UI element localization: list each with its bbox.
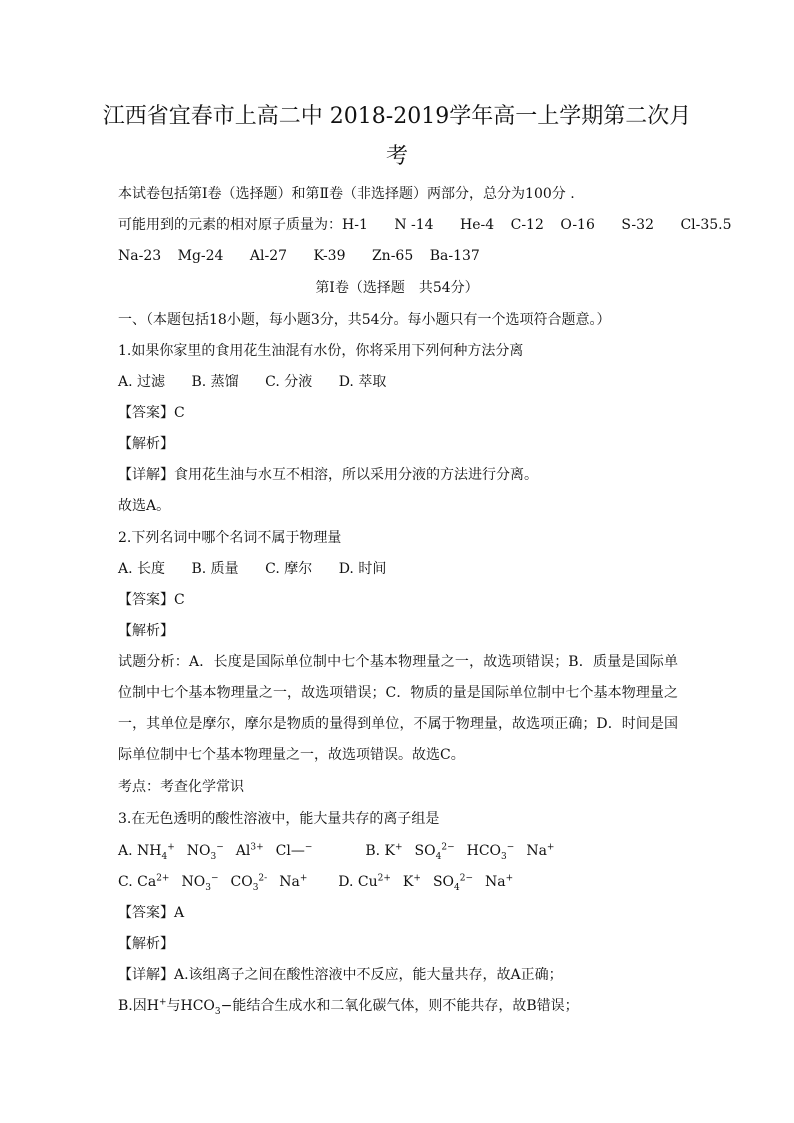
- atomic-mass-line-2: [118, 246, 480, 266]
- question-1-answer: 【答案】C: [118, 405, 185, 421]
- atomic-mass-item: K-39: [313, 248, 346, 264]
- atomic-mass-item: N -14: [394, 217, 434, 233]
- atomic-mass-item: S-32: [621, 217, 654, 233]
- document-title-line-1: 江西省宜春市上高二中 2018-2019学年高一上学期第二次月: [102, 104, 692, 129]
- atomic-mass-item: He-4: [460, 217, 495, 233]
- option-b: B. 蒸馏: [191, 374, 239, 390]
- question-3-detail-b: B.因H+与$HCO_3-$能结合生成水和二氧化碳气体，则不能共存，故B错误；: [118, 997, 579, 1017]
- question-3-options-cd: [118, 872, 513, 892]
- question-3-answer: 【答案】A: [118, 905, 185, 921]
- question-1-conclusion: 故选A。: [118, 498, 171, 514]
- atomic-mass-item: Zn-65: [371, 248, 414, 264]
- question-3-analysis-label: 【解析】: [118, 936, 174, 952]
- question-1-stem: 1.如果你家里的食用花生油混有水份，你将采用下列何种方法分离: [118, 343, 524, 359]
- question-1-detail: 【详解】食用花生油与水互不相溶，所以采用分液的方法进行分离。: [118, 467, 538, 483]
- question-3-stem: 3.在无色透明的酸性溶液中，能大量共存的离子组是: [118, 811, 440, 827]
- question-2-kaodian: 考点：考查化学常识: [118, 779, 244, 795]
- atomic-mass-item: Cl-35.5: [680, 217, 732, 233]
- option-c: C. $Ca^{2+}$ $NO_3^-$ $CO_3^{2-}$ Na+: [118, 873, 308, 893]
- option-c: C. 摩尔: [265, 561, 313, 577]
- atomic-mass-item: Al-27: [249, 248, 288, 264]
- atomic-mass-item: O-16: [560, 217, 595, 233]
- question-2-options: [118, 559, 386, 579]
- option-d: D. $Cu^{2+}$ K+ $SO_4^{2-}$ Na+: [338, 873, 514, 893]
- question-2-answer: 【答案】C: [118, 592, 185, 608]
- option-b: B. 质量: [191, 561, 239, 577]
- atomic-mass-item: 可能用到的元素的相对原子质量为：H-1: [118, 217, 368, 233]
- question-3-detail-a: 【详解】A.该组离子之间在酸性溶液中不反应，能大量共存，故A正确；: [118, 967, 563, 983]
- option-a: A. 长度: [118, 561, 166, 577]
- question-3-options-ab: [118, 841, 554, 861]
- document-title-line-2: 考: [385, 144, 408, 169]
- atomic-mass-item: Na-23: [118, 248, 162, 264]
- option-d: D. 萃取: [338, 374, 387, 390]
- section-instruction: 一、（本题包括18小题，每小题3分，共54分。每小题只有一个选项符合题意。）: [118, 312, 611, 328]
- option-b: B. K+ $SO_4^{2-}$ $HCO_3^-$ Na+: [365, 842, 555, 862]
- section-title: 第Ⅰ卷（选择题 共54分）: [315, 280, 479, 296]
- atomic-mass-item: C-12: [510, 217, 544, 233]
- question-1-options: [118, 372, 386, 392]
- question-2-analysis-label: 【解析】: [118, 623, 174, 639]
- question-1-analysis-label: 【解析】: [118, 436, 174, 452]
- atomic-mass-item: Mg-24: [177, 248, 224, 264]
- intro-text: 本试卷包括第Ⅰ卷（选择题）和第Ⅱ卷（非选择题）两部分，总分为100分 .: [118, 186, 575, 202]
- question-2-stem: 2.下列名词中哪个名词不属于物理量: [118, 530, 342, 546]
- question-2-analysis: 试题分析：A．长度是国际单位制中七个基本物理量之一，故选项错误；B．质量是国际单位制中七个基本物理量之一，故选项错误；C．物质的量是国际单位制中七个基本物理量之一，其单位是摩尔，摩尔是物质的量得到单位，不属于物理量，故选项正确；D．时间是国际单位制中七个基本物理量之一，故选项错误。故选C。: [118, 654, 678, 763]
- atomic-mass-item: Ba-137: [429, 248, 480, 264]
- option-c: C. 分液: [265, 374, 313, 390]
- option-a: A. 过滤: [118, 374, 166, 390]
- option-d: D. 时间: [338, 561, 387, 577]
- atomic-mass-line-1: [118, 215, 732, 235]
- option-a: A. $NH_4^+$ $NO_3^-$ $Al^{3+}$ Cl—−: [118, 842, 313, 862]
